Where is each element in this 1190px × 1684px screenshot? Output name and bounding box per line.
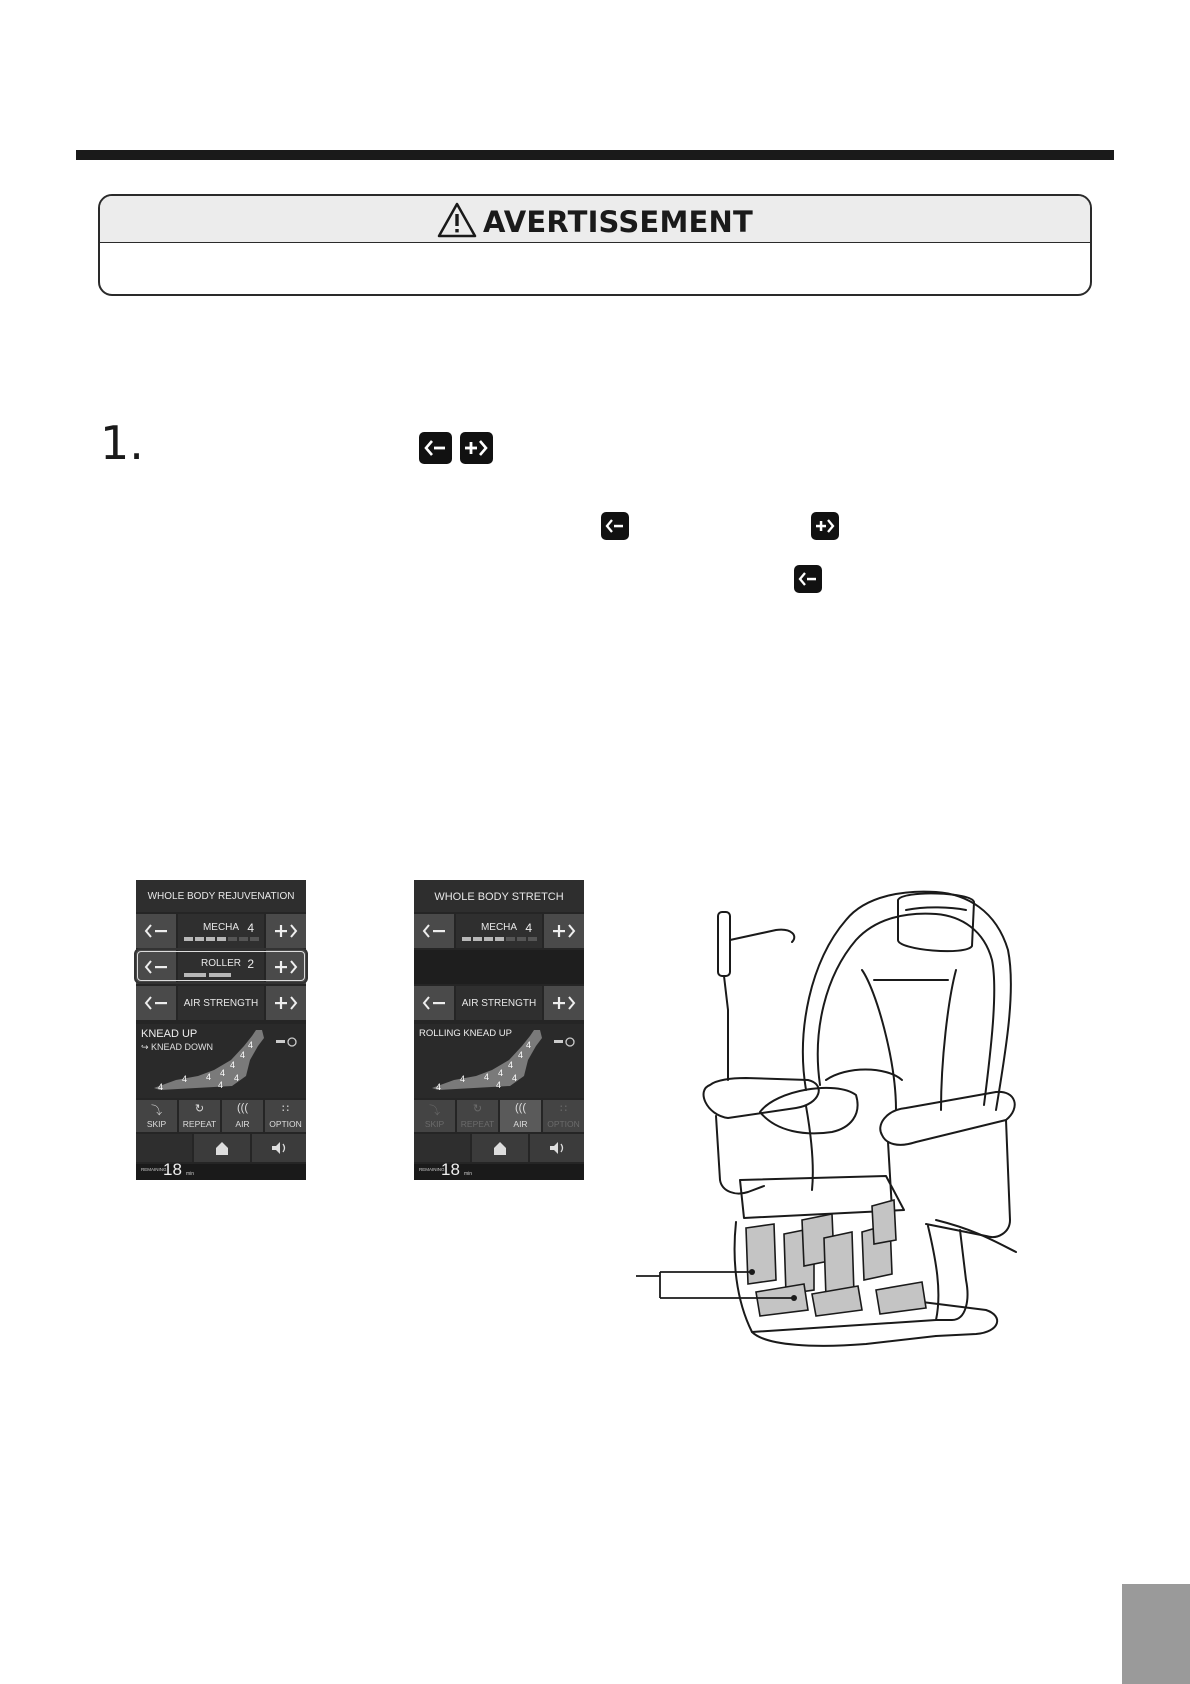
nav-blank — [414, 1134, 470, 1162]
air-button[interactable]: ((( AIR — [500, 1100, 541, 1132]
mecha-decrease-button[interactable] — [414, 914, 454, 948]
reclined-body-figure — [136, 1024, 306, 1098]
air-icon: ((( — [515, 1102, 526, 1114]
body-map — [414, 1024, 584, 1098]
body-level: 4 — [526, 1040, 532, 1050]
step-number: 1. — [100, 416, 144, 470]
program-title: WHOLE BODY REJUVENATION — [136, 880, 306, 912]
air-strength-label: AIR STRENGTH — [461, 998, 537, 1009]
remaining-value: 18 — [441, 1160, 460, 1179]
air-strength-increase-button[interactable] — [544, 986, 584, 1020]
body-level: 4 — [460, 1074, 466, 1084]
mecha-increase-button[interactable] — [266, 914, 306, 948]
mecha-row — [414, 914, 584, 948]
roller-highlight-inner — [137, 951, 305, 981]
air-strength-row — [136, 986, 306, 1020]
repeat-button[interactable]: ↻ REPEAT — [179, 1100, 220, 1132]
speaker-icon — [530, 1134, 584, 1162]
mecha-row — [136, 914, 306, 948]
remaining-time — [414, 1160, 584, 1180]
home-icon — [472, 1134, 528, 1162]
roller-value: 2 — [247, 957, 254, 971]
remaining-label: REMAINING — [419, 1167, 445, 1172]
repeat-icon: ↻ — [194, 1103, 205, 1115]
option-button[interactable]: ∷ OPTION — [265, 1100, 306, 1132]
massage-chair-illustration — [636, 880, 1056, 1350]
empty-row — [414, 950, 584, 984]
remaining-label: REMAINING — [141, 1167, 167, 1172]
grid-icon: ∷ — [560, 1103, 567, 1115]
function-row — [414, 1100, 584, 1132]
body-level: 4 — [496, 1080, 502, 1090]
mecha-decrease-button[interactable] — [136, 914, 176, 948]
body-level: 4 — [518, 1050, 524, 1060]
reclined-body-figure — [414, 1024, 584, 1098]
page-tab — [1122, 1584, 1190, 1684]
warning-box — [98, 194, 1092, 296]
body-level: 4 — [508, 1060, 514, 1070]
warning-triangle-icon — [437, 202, 477, 238]
air-strength-decrease-button[interactable] — [414, 986, 454, 1020]
mecha-label: MECHA — [202, 922, 240, 933]
nav-row — [414, 1134, 584, 1162]
air-strength-label: AIR STRENGTH — [183, 998, 259, 1009]
body-level: 4 — [230, 1060, 236, 1070]
volume-button[interactable] — [252, 1134, 306, 1162]
body-level: 4 — [436, 1082, 442, 1092]
remote-screen-rejuvenation — [136, 880, 306, 1180]
mecha-value: 4 — [525, 921, 532, 935]
plus-arrow-right-key-icon — [811, 512, 839, 540]
volume-button[interactable] — [530, 1134, 584, 1162]
air-strength-decrease-button[interactable] — [136, 986, 176, 1020]
arrow-left-minus-key-icon — [794, 565, 822, 593]
nav-blank — [136, 1134, 192, 1162]
program-title: WHOLE BODY STRETCH — [414, 880, 584, 912]
remote-screen-stretch — [414, 880, 584, 1180]
air-icon: ((( — [237, 1102, 248, 1114]
body-level: 4 — [220, 1068, 226, 1078]
skip-icon: ⤵ — [429, 1105, 440, 1117]
roller-label: ROLLER — [200, 958, 241, 969]
mecha-increase-button[interactable] — [544, 914, 584, 948]
body-level: 4 — [206, 1072, 212, 1082]
body-level: 4 — [218, 1080, 224, 1090]
skip-icon: ⤵ — [151, 1105, 162, 1117]
remaining-time — [136, 1160, 306, 1180]
body-level: 4 — [498, 1068, 504, 1078]
warning-title: AVERTISSEMENT — [483, 205, 753, 239]
repeat-button[interactable]: ↻ REPEAT — [457, 1100, 498, 1132]
body-level: 4 — [512, 1073, 518, 1083]
body-level: 4 — [248, 1040, 254, 1050]
grid-icon: ∷ — [282, 1103, 289, 1115]
remaining-unit: min — [186, 1171, 195, 1177]
function-row — [136, 1100, 306, 1132]
body-level: 4 — [182, 1074, 188, 1084]
mecha-value: 4 — [247, 921, 254, 935]
body-level: 4 — [240, 1050, 246, 1060]
skip-button[interactable]: ⤵ SKIP — [414, 1100, 455, 1132]
body-level: 4 — [158, 1082, 164, 1092]
option-button[interactable]: ∷ OPTION — [543, 1100, 584, 1132]
remaining-unit: min — [464, 1171, 473, 1177]
repeat-icon: ↻ — [472, 1103, 483, 1115]
arrow-left-minus-key-icon — [601, 512, 629, 540]
nav-row — [136, 1134, 306, 1162]
warning-header — [100, 196, 1090, 243]
home-button[interactable] — [194, 1134, 250, 1162]
body-level: 4 — [484, 1072, 490, 1082]
air-strength-row — [414, 986, 584, 1020]
plus-arrow-right-key-icon — [460, 432, 493, 464]
speaker-icon — [252, 1134, 306, 1162]
mecha-label: MECHA — [480, 922, 518, 933]
mode-main: ROLLING KNEAD UP — [419, 1028, 512, 1039]
air-button[interactable]: ((( AIR — [222, 1100, 263, 1132]
body-level: 4 — [234, 1073, 240, 1083]
air-strength-increase-button[interactable] — [266, 986, 306, 1020]
skip-button[interactable]: ⤵ SKIP — [136, 1100, 177, 1132]
home-icon — [194, 1134, 250, 1162]
remaining-value: 18 — [163, 1160, 182, 1179]
body-map — [136, 1024, 306, 1098]
arrow-left-minus-key-icon — [419, 432, 452, 464]
section-rule — [76, 150, 1114, 160]
mode-main: KNEAD UP — [141, 1028, 198, 1040]
mode-sub: ↪ KNEAD DOWN — [141, 1042, 214, 1052]
home-button[interactable] — [472, 1134, 528, 1162]
